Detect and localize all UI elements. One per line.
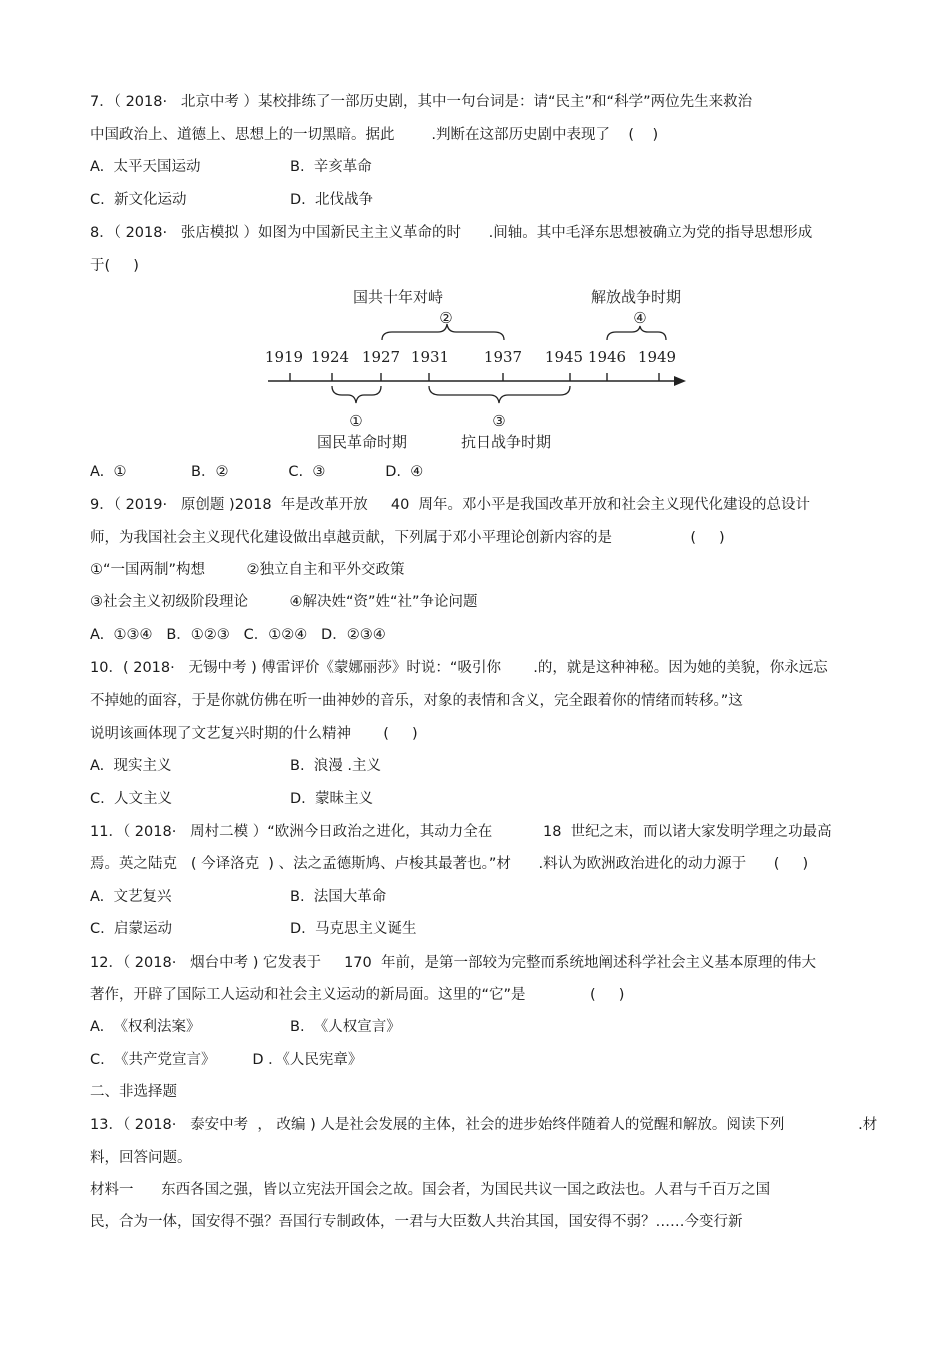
q10-option-d: D. 蒙昧主义 <box>290 791 373 807</box>
brace-3 <box>429 386 570 403</box>
timeline-num-2: ② <box>439 309 453 327</box>
q13-stem-line1: 13．（ 2018· 泰安中考 ， 改编 ) 人是社会发展的主体，社会的进步始终伴随着人的觉醒和解放。阅读下列 .材 <box>90 1117 878 1133</box>
q7-option-a: A. 太平天国运动 <box>90 159 201 175</box>
q8-stem-line1: 8．（ 2018· 张店模拟 ）如图为中国新民主主义革命的时 .间轴。其中毛泽东思想被确立为党的指导思想形成 <box>90 225 813 241</box>
q10-stem-line2: 不掉她的面容，于是你就仿佛在听一曲神妙的音乐，对象的表情和含义，完全跟着你的情绪而转移。”这 <box>90 693 743 709</box>
q10-option-c: C. 人文主义 <box>90 791 172 807</box>
timeline-num-3: ③ <box>492 412 506 430</box>
q9-item-line1: ①“一国两制”构想 ②独立自主和平外交政策 <box>90 562 405 578</box>
q11-option-d: D. 马克思主义诞生 <box>290 921 417 937</box>
q12-option-b: B. 《人权宣言》 <box>290 1019 401 1035</box>
q7-option-c: C. 新文化运动 <box>90 192 187 208</box>
year-1945: 1945 <box>544 348 584 366</box>
q11-stem-line2: 焉。英之陆克 ( 今译洛克 ) 、法之孟德斯鸠、卢梭其最著也。”材 .料认为欧洲政治进化的动力源于 ( ) <box>90 856 809 872</box>
year-1919: 1919 <box>264 348 304 366</box>
q11-option-a: A. 文艺复兴 <box>90 889 172 905</box>
q12-option-a: A. 《权利法案》 <box>90 1019 201 1035</box>
q8-stem-line2: 于( ) <box>90 258 139 274</box>
q10-option-a: A. 现实主义 <box>90 758 172 774</box>
section-heading: 二、非选择题 <box>90 1084 177 1100</box>
q13-material-line1: 材料一 东西各国之强，皆以立宪法开国会之故。国会者，为国民共议一国之政法也。人君与千百万之国 <box>90 1182 771 1198</box>
year-1931: 1931 <box>410 348 450 366</box>
timeline-num-1: ① <box>349 412 363 430</box>
q7-stem-line1: 7．（ 2018· 北京中考 ）某校排练了一部历史剧，其中一句台词是：请“民主”和“科学”两位先生来救治 <box>90 94 753 110</box>
year-1946: 1946 <box>587 348 627 366</box>
q10-stem-line3: 说明该画体现了文艺复兴时期的什么精神 ( ) <box>90 726 418 742</box>
year-1924: 1924 <box>310 348 350 366</box>
timeline-num-4: ④ <box>633 309 647 327</box>
q13-material-line2: 民，合为一体，国安得不强？吾国行专制政体，一君与大臣数人共治其国，国安得不弱？……今变行新 <box>90 1214 743 1230</box>
year-1949: 1949 <box>637 348 677 366</box>
timeline-label-2: 国共十年对峙 <box>352 288 444 306</box>
brace-1 <box>332 386 381 403</box>
q11-stem-line1: 11．（ 2018· 周村二模 ）“欧洲今日政治之进化，其动力全在 18 世纪之末，而以诸大家发明学理之功最高 <box>90 824 832 840</box>
q12-option-cd: C. 《共产党宣言》 D ．《人民宪章》 <box>90 1052 363 1068</box>
year-1937: 1937 <box>483 348 523 366</box>
q9-stem-line2: 师，为我国社会主义现代化建设做出卓越贡献，下列属于邓小平理论创新内容的是 ( ) <box>90 530 725 546</box>
q12-stem-line1: 12．（ 2018· 烟台中考 ) 它发表于 170 年前，是第一部较为完整而系统地阐述科学社会主义基本原理的伟大 <box>90 955 816 971</box>
q9-item-line2: ③社会主义初级阶段理论 ④解决姓“资”姓“社”争论问题 <box>90 594 478 610</box>
q9-options: A. ①③④ B．①②③ C．①②④ D．②③④ <box>90 627 386 643</box>
q8-timeline-figure <box>262 282 702 457</box>
q7-option-b: B. 辛亥革命 <box>290 159 372 175</box>
q9-stem-line1: 9．（ 2019· 原创题 )2018 年是改革开放 40 周年。邓小平是我国改革开放和社会主义现代化建设的总设计 <box>90 497 811 513</box>
q8-options: A. ① B．② C. ③ D. ④ <box>90 464 424 480</box>
q10-option-b: B. 浪漫 .主义 <box>290 758 381 774</box>
q11-option-b: B. 法国大革命 <box>290 889 387 905</box>
timeline-label-4: 解放战争时期 <box>590 288 682 306</box>
q13-stem-line2: 料，回答问题。 <box>90 1150 192 1166</box>
timeline-arrow <box>674 376 686 386</box>
q10-stem-line1: 10．( 2018· 无锡中考 ) 傅雷评价《蒙娜丽莎》时说：“吸引你 .的，就是这种神秘。因为她的美貌，你永远忘 <box>90 660 828 676</box>
brace-4 <box>607 326 666 340</box>
q12-stem-line2: 著作，开辟了国际工人运动和社会主义运动的新局面。这里的“它”是 ( ) <box>90 987 625 1003</box>
q11-option-c: C. 启蒙运动 <box>90 921 172 937</box>
year-1927: 1927 <box>361 348 401 366</box>
q7-stem-line2: 中国政治上、道德上、思想上的一切黑暗。据此 .判断在这部历史剧中表现了 ( ) <box>90 127 659 143</box>
q7-option-d: D. 北伐战争 <box>290 192 373 208</box>
timeline-label-3: 抗日战争时期 <box>460 433 552 451</box>
timeline-label-1: 国民革命时期 <box>316 433 408 451</box>
